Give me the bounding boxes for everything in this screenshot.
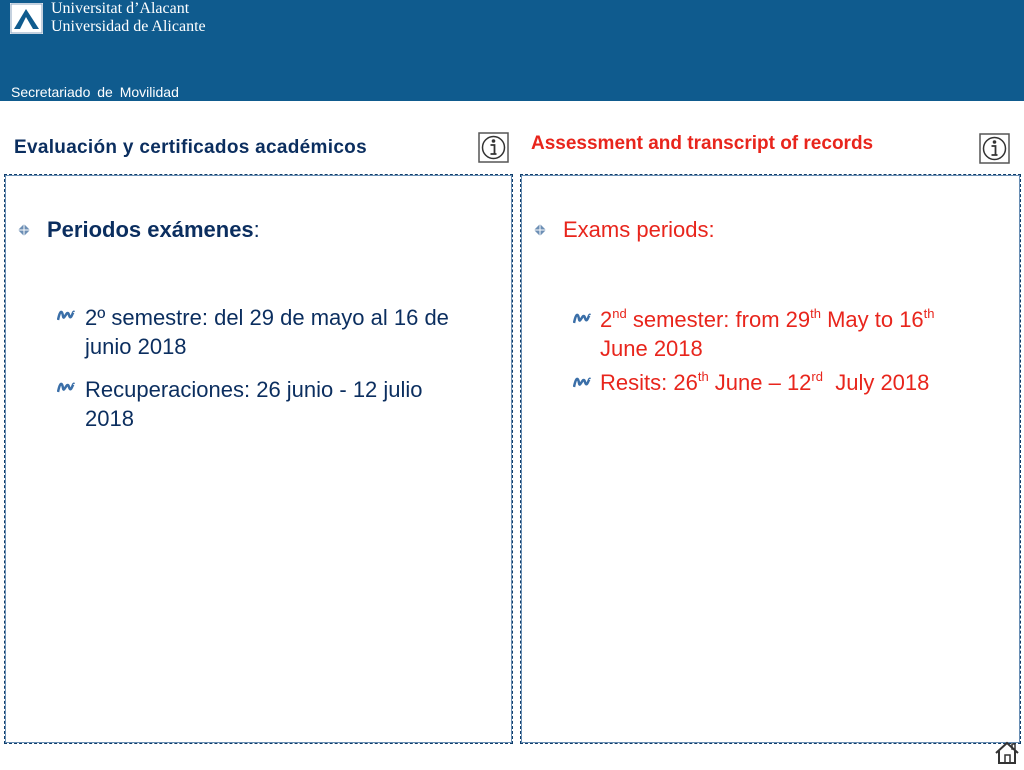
university-name-es: Universidad de Alicante (51, 18, 206, 35)
sub1-text-a: 2 (600, 307, 613, 332)
english-panel (520, 174, 1021, 744)
university-logo (10, 3, 43, 34)
sub1-text-c: May to 16 (820, 307, 924, 332)
sub1-line2: June 2018 (600, 336, 703, 361)
sub2-line1: Recuperaciones: 26 junio - 12 julio (85, 377, 423, 402)
wave-bullet-icon (57, 378, 75, 399)
diamond-bullet-icon (18, 223, 30, 241)
university-name-ca: Universitat d’Alacant (51, 0, 190, 17)
sub2-sup-b: rd (811, 368, 823, 384)
sub1-sup-b: th (810, 305, 821, 321)
sub1-text-b: semester: from 29 (626, 307, 811, 332)
wave-bullet-icon (573, 373, 591, 394)
sub1-sup-c: th (923, 305, 935, 321)
list-item (85, 375, 505, 433)
sub2-text-c: July 2018 (822, 370, 930, 395)
sub2-line2: 2018 (85, 406, 134, 431)
wave-bullet-icon (57, 306, 75, 327)
department-name: Secretariado de Movilidad (11, 84, 179, 100)
sub2-sup-a: th (697, 368, 709, 384)
bullet-label: Periodos exámenes (47, 217, 254, 242)
sub1-line2: junio 2018 (85, 334, 187, 359)
diamond-bullet-icon (534, 223, 546, 241)
bullet-colon: : (253, 217, 260, 242)
list-item (85, 303, 505, 361)
header-bar (0, 0, 1024, 101)
section-title-en: Assessment and transcript of records (531, 133, 874, 154)
wave-bullet-icon (573, 309, 591, 330)
info-icon[interactable] (478, 132, 509, 163)
sub1-sup-a: nd (612, 305, 627, 321)
bullet-exam-periods (47, 217, 260, 243)
sub1-line1: 2º semestre: del 29 de mayo al 16 de (85, 305, 449, 330)
sub2-text-a: Resits: 26 (600, 370, 698, 395)
university-name (51, 0, 206, 36)
section-title-es: Evaluación y certificados académicos (14, 137, 367, 158)
list-item (600, 305, 1015, 363)
list-item (600, 368, 1015, 397)
bullet-exam-periods: Exams periods: (563, 217, 715, 242)
sub2-text-b: June – 12 (708, 370, 812, 395)
sub1-line1 (600, 305, 1015, 334)
info-icon[interactable] (979, 133, 1010, 164)
home-icon[interactable] (994, 741, 1020, 770)
spanish-panel (4, 174, 513, 744)
